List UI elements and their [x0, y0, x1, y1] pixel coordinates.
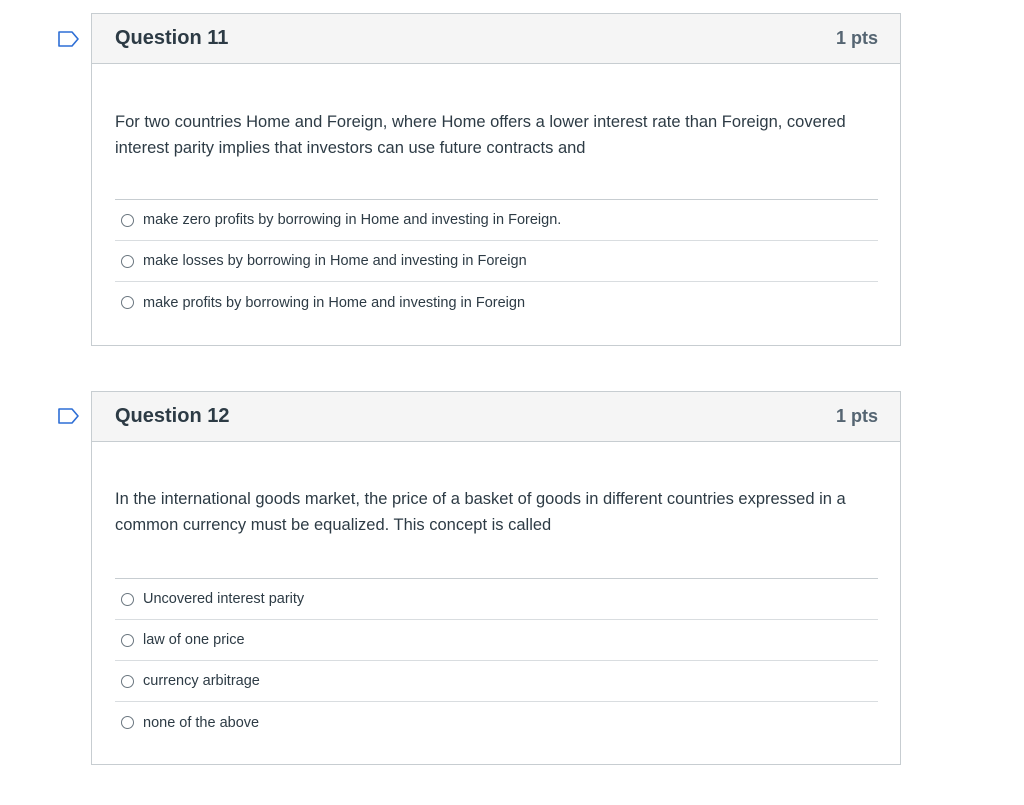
question-body: [92, 486, 900, 743]
answer-option[interactable]: [115, 282, 878, 323]
answer-label: none of the above: [143, 714, 260, 731]
question-body: [92, 109, 900, 323]
question-text: For two countries Home and Foreign, where Home offers a lower interest rate than Foreign, covered interest parity implies that investors can use future contracts and: [115, 113, 846, 157]
radio-button-unselected-icon[interactable]: [121, 634, 134, 647]
flag-question-icon[interactable]: [58, 31, 80, 47]
answer-label: make zero profits by borrowing in Home and investing in Foreign.: [143, 212, 562, 228]
question-text: In the international goods market, the price of a basket of goods in different countries expressed in a common currency must be equalized. This concept is called: [115, 490, 846, 534]
question-11-card: [91, 13, 901, 346]
answer-option[interactable]: [115, 579, 878, 620]
answer-option[interactable]: [115, 661, 878, 702]
answer-label: currency arbitrage: [143, 673, 260, 689]
answer-label: make losses by borrowing in Home and investing in Foreign: [143, 253, 527, 269]
radio-button-unselected-icon[interactable]: [121, 593, 134, 606]
radio-button-unselected-icon[interactable]: [121, 255, 134, 268]
question-12-card: [91, 391, 901, 765]
answer-label: make profits by borrowing in Home and investing in Foreign: [143, 294, 526, 311]
answer-list: [115, 199, 878, 323]
answer-label: Uncovered interest parity: [143, 591, 305, 607]
radio-button-unselected-icon[interactable]: [121, 716, 134, 729]
question-title: Question 12: [115, 405, 230, 427]
answer-list: [115, 578, 878, 743]
answer-option[interactable]: [115, 241, 878, 282]
answer-option[interactable]: [115, 620, 878, 661]
answer-option[interactable]: [115, 702, 878, 743]
radio-button-unselected-icon[interactable]: [121, 214, 134, 227]
radio-button-unselected-icon[interactable]: [121, 675, 134, 688]
radio-button-unselected-icon[interactable]: [121, 296, 134, 309]
question-points: 1 pts: [835, 28, 878, 48]
answer-option[interactable]: [115, 200, 878, 241]
question-title: Question 11: [115, 27, 229, 49]
answer-label: law of one price: [143, 632, 245, 648]
question-points: 1 pts: [835, 406, 878, 426]
question-header: [92, 392, 900, 442]
flag-question-icon[interactable]: [58, 408, 80, 424]
question-header: [92, 14, 900, 64]
